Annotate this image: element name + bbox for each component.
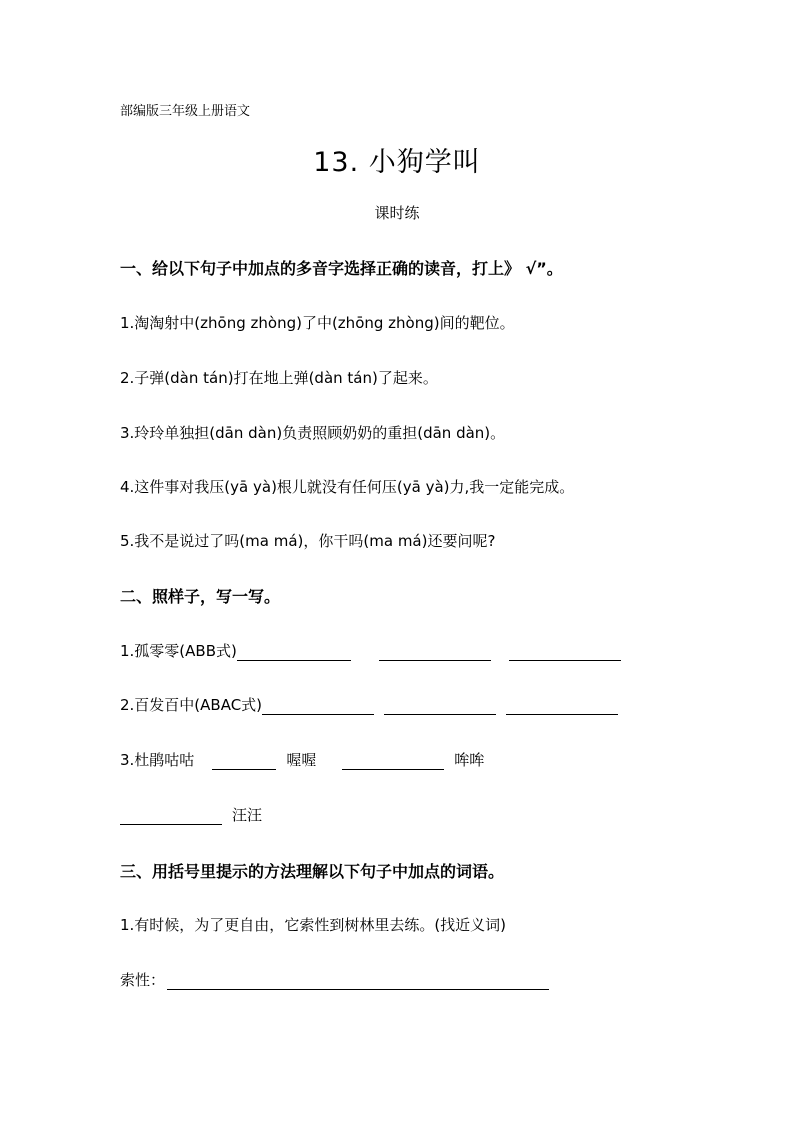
- section-2-item-3: [120, 749, 484, 770]
- answer-blank[interactable]: [262, 700, 374, 715]
- section-2-item-1: [120, 640, 621, 661]
- section-1-item-2: 2.子弹(dàn tán)打在地上弹(dàn tán)了起来。: [120, 369, 438, 387]
- answer-blank[interactable]: [342, 755, 444, 770]
- section-3-heading: 三、用括号里提示的方法理解以下句子中加点的词语。: [120, 862, 505, 881]
- section-1-item-4: 4.这件事对我压(yā yà)根儿就没有任何压(yā yà)力,我一定能完成。: [120, 478, 575, 496]
- item-2-label: 2.百发百中(ABAC式): [120, 696, 263, 714]
- lesson-title: 13. 小狗学叫: [313, 147, 481, 178]
- answer-blank[interactable]: [212, 755, 276, 770]
- document-header: 部编版三年级上册语文: [120, 104, 251, 119]
- lesson-subtitle: 课时练: [374, 204, 420, 222]
- section-2-item-2: [120, 694, 618, 715]
- answer-blank[interactable]: [120, 810, 222, 825]
- section-1-heading: 一、给以下句子中加点的多音字选择正确的读音，打上》 √”。: [120, 259, 563, 278]
- answer-blank[interactable]: [506, 700, 618, 715]
- section-1-item-1: 1.淘淘射中(zhōng zhòng)了中(zhōng zhòng)间的靶位。: [120, 314, 515, 332]
- item-3-prefix: 3.杜鹃咕咕: [120, 751, 195, 769]
- item-1-label: 1.孤零零(ABB式): [120, 642, 237, 660]
- section-2-heading: 二、照样子，写一写。: [120, 587, 281, 606]
- answer-blank[interactable]: [167, 975, 549, 990]
- answer-blank[interactable]: [509, 646, 621, 661]
- answer-label: 索性：: [120, 971, 166, 989]
- section-3-item-1: 1.有时候，为了更自由，它索性到树林里去练。(找近义词): [120, 916, 507, 934]
- answer-blank[interactable]: [237, 646, 351, 661]
- item-3-word-2: 喔喔: [286, 751, 317, 769]
- item-3-word-4: 汪汪: [232, 806, 263, 824]
- answer-blank[interactable]: [379, 646, 491, 661]
- section-1-item-5: 5.我不是说过了吗(ma má)，你干吗(ma má)还要问呢?: [120, 532, 496, 550]
- answer-blank[interactable]: [384, 700, 496, 715]
- section-2-item-3-continued: [120, 804, 262, 825]
- item-3-word-3: 哞哞: [454, 751, 485, 769]
- section-3-answer-row: [120, 969, 549, 990]
- section-1-item-3: 3.玲玲单独担(dān dàn)负责照顾奶奶的重担(dān dàn)。: [120, 424, 506, 442]
